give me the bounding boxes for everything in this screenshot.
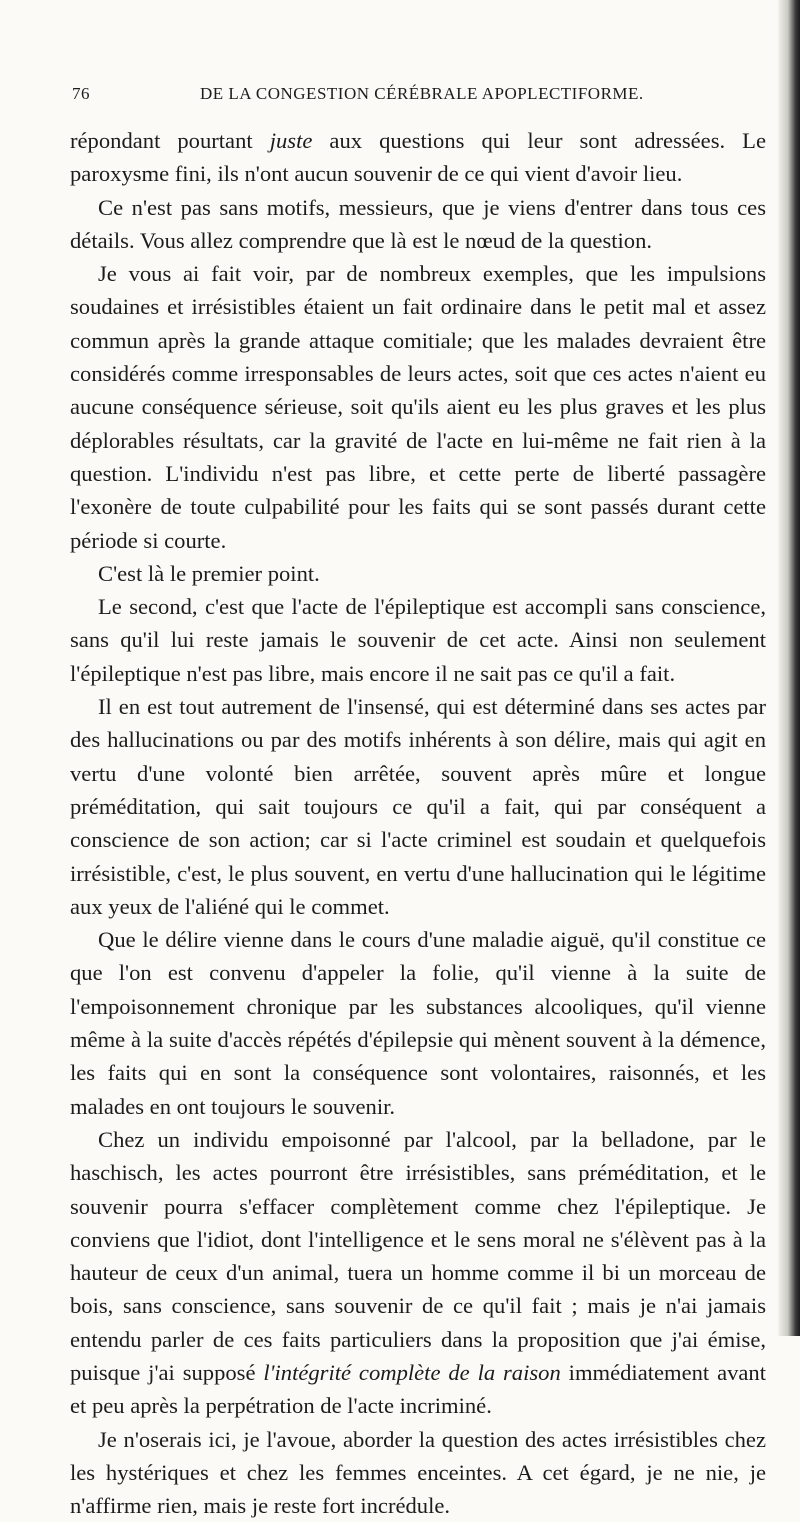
paragraph-1-text-b: aux questions qui leur sont adressées. Le paroxysme fini, ils n'ont aucun souvenir de ce qui vient d'avoir lieu. [70, 128, 767, 187]
paragraph-5: Le second, c'est que l'acte de l'épileptique est accompli sans conscience, sans qu'il lui reste jamais le souvenir de cet acte. Ainsi non seulement l'épileptique n'est pas libre, mais encore il ne sait pas ce qu'il a fait. [70, 594, 766, 686]
running-title: DE LA CONGESTION CÉRÉBRALE APOPLECTIFORME. [200, 84, 644, 103]
paragraph-6: Il en est tout autrement de l'insensé, qui est déterminé dans ses actes par des hallucinations ou par des motifs inhérents à son délire, mais qui agit en vertu d'une volonté bien arrêtée, souvent après mûre et longue préméditation, qui sait toujours ce qu'il a fait, qui par conséquent a conscience de son action; car si l'acte criminel est soudain et quelquefois irrésistible, c'est, le plus souvent, en vertu d'une hallucination qui le légitime aux yeux de l'aliéné qui le commet. [70, 694, 766, 919]
page-edge-shadow [778, 0, 800, 1336]
paragraph-9: Je n'oserais ici, je l'avoue, aborder la question des actes irrésistibles chez les hystériques et chez les femmes enceintes. A cet égard, je ne nie, je n'affirme rien, mais je reste fort incrédule. [70, 1426, 766, 1519]
paragraph-3: Je vous ai fait voir, par de nombreux exemples, que les impulsions soudaines et irrésistibles étaient un fait ordinaire dans le petit mal et assez commun après la grande attaque comitiale; que les malades devraient être considérés comme irresponsables de leurs actes, soit que ces actes n'aient eu aucune conséquence sérieuse, soit qu'ils aient eu les plus graves et les plus déplorables résultats, car la gravité de l'acte en lui-même ne fait rien à la question. L'individu n'est pas libre, et cette perte de liberté passagère l'exonère de toute culpabilité pour les faits qui se sont passés durant cette période si courte. [70, 261, 766, 553]
paragraph-1 [70, 124, 766, 191]
paragraph-1-text-a: répondant pourtant [70, 128, 270, 153]
body-text [70, 124, 766, 1522]
paragraph-2: Ce n'est pas sans motifs, messieurs, que je viens d'entrer dans tous ces détails. Vous allez comprendre que là est le nœud de la question. [70, 194, 766, 253]
paragraph-1-italic: juste [269, 128, 313, 153]
paragraph-8-text-b: immédiatement avant et peu après la perpétration de l'acte incriminé. [70, 1359, 767, 1419]
paragraph-4: C'est là le premier point. [98, 560, 320, 586]
paragraph-7: Que le délire vienne dans le cours d'une maladie aiguë, qu'il constitue ce que l'on est convenu d'appeler la folie, qu'il vienne à la suite de l'empoisonnement chronique par les substances alcooliques, qu'il vienne même à la suite d'accès répétés d'épilepsie qui mènent souvent à la démence, les faits qui en sont la conséquence sont volontaires, raisonnés, et les malades en ont toujours le souvenir. [70, 927, 766, 1119]
page-number: 76 [72, 84, 90, 103]
page-header [72, 84, 742, 110]
paragraph-8-italic: l'intégrité complète de la raison [263, 1359, 561, 1385]
paragraph-8 [70, 1123, 766, 1423]
paragraph-8-text-a: Chez un individu empoisonné par l'alcool, par la belladone, par le haschisch, les actes pourront être irrésistibles, sans préméditation, et le souvenir pourra s'effacer complètement comme chez l'épileptique. Je conviens que l'idiot, dont l'intelligence et le sens moral ne s'élèvent pas à la hauteur de ceux d'un animal, tuera un homme comme il bi un morceau de bois, sans conscience, sans souvenir de ce qu'il fait ; mais je n'ai jamais entendu parler de ces faits particuliers dans la proposition que j'ai émise, puisque j'ai supposé [70, 1126, 766, 1385]
